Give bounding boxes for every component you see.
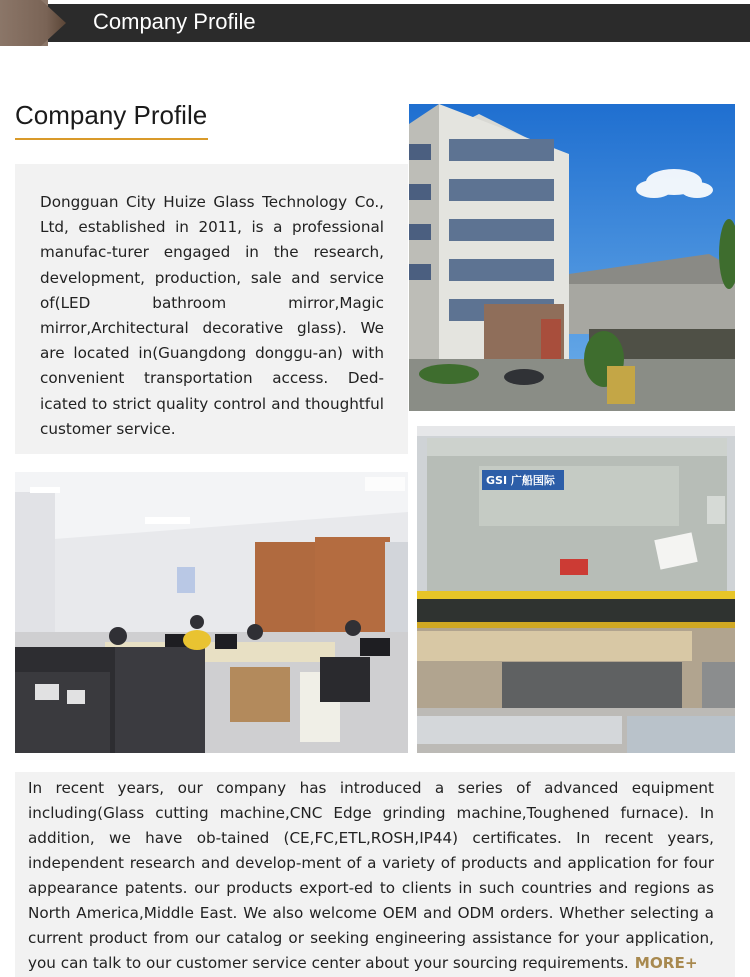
- factory-building-photo: [409, 104, 735, 411]
- bottom-paragraph: [28, 776, 714, 976]
- office-photo: [15, 472, 408, 753]
- section-title: Company Profile: [15, 100, 208, 130]
- more-link[interactable]: MORE+: [634, 954, 698, 972]
- machine-brand-sign: GSI 广船国际: [486, 474, 555, 487]
- machine-photo: [417, 426, 735, 753]
- header-bar: [0, 0, 750, 44]
- bottom-paragraph-text: In recent years, our company has introduced a series of advanced equipment including(Glass cutting machine,CNC Edge grinding machine,Toughened furnace). In addition, we have ob-tained (CE,FC,ETL,ROSH,IP44) certificates. In recent years, independent research and develop-ment of a variety of products and application for four appearance patents. our products export-ed to clients in such countries and regions as North America,Middle East. We also welcome OEM and ODM orders. Whether selecting a current product from our catalog or seeking engineering assistance for your application, you can talk to our customer service center about your sourcing requirements.: [28, 779, 714, 972]
- intro-paragraph: Dongguan City Huize Glass Technology Co., Ltd, established in 2011, is a professional manufac-turer engaged in the research, development, production, sale and service of(LED bathroom mirror,Magic mirror,Architectural decorative glass). We are located in(Guangdong donggu-an) with convenient transportation access. Ded-icated to strict quality control and thoughtful customer service.: [40, 193, 384, 438]
- intro-text-box: [15, 164, 408, 454]
- bottom-text-box: [15, 772, 735, 977]
- section-title-underline: [15, 138, 208, 140]
- header-title: Company Profile: [93, 9, 256, 34]
